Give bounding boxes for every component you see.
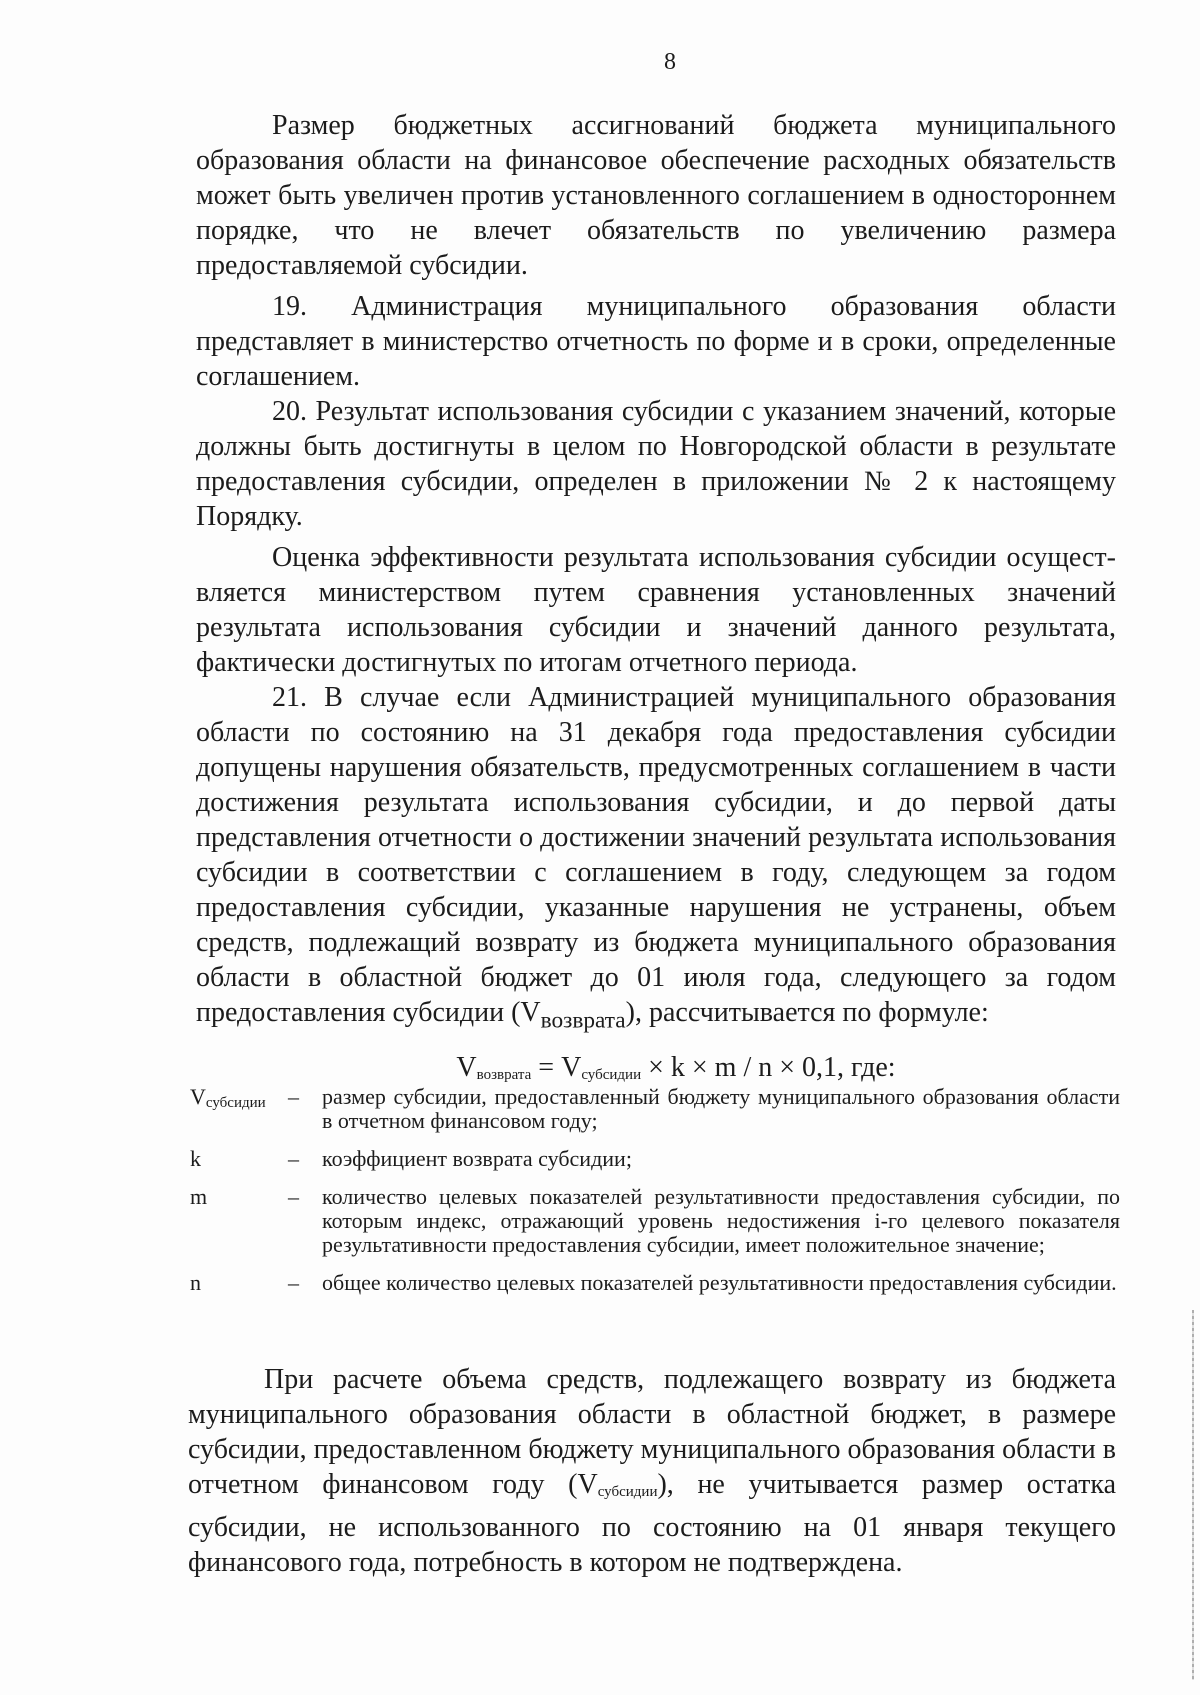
definition-dash: – xyxy=(288,1270,299,1295)
definition-text: размер субсидии, предоставленный бюджету муниципального образования области в отчетном финансовом году; xyxy=(322,1084,1120,1133)
definition-row xyxy=(190,1271,1120,1295)
paragraph-21 xyxy=(196,680,1116,1039)
formula-rhs-subsidy: $V_{субсидии}$ xyxy=(561,1051,642,1083)
definition-symbol: n xyxy=(190,1270,201,1295)
paragraph-20: 20. Результат использования субсидии с указанием значений, которые должны быть достигнуты в целом по Новгородской области в результате предоставления субсидии, определен в приложении № 2 к настоящему Порядку. xyxy=(196,396,1116,532)
formula-equals: = xyxy=(531,1051,562,1083)
scan-edge-artifact xyxy=(1192,1310,1194,1680)
v-subsidy-symbol: $V_{субсидии}$ xyxy=(577,1469,658,1500)
formula-definitions xyxy=(190,1085,1120,1309)
final-text-block xyxy=(188,1362,1116,1580)
paragraph-19: 19. Администрация муниципального образования области представляет в министерство отчетность по форме и в сроки, определенные соглашением. xyxy=(196,291,1116,392)
definition-dash: – xyxy=(288,1184,299,1209)
definition-row xyxy=(190,1085,1120,1133)
definition-symbol: m xyxy=(190,1184,208,1209)
definition-symbol: k xyxy=(190,1146,201,1171)
paragraph-efficiency-evaluation: Оценка эффективности результата использования субсидии осуществляется министерством путем сравнения установленных значений результата использования субсидии и значений данного результата, фактически достигнутых по итогам отчетного периода. xyxy=(196,542,1116,678)
definition-text: количество целевых показателей результативности предоставления субсидии, по которым индекс, отражающий уровень недостижения i-го целевого показателя результативности предоставления субсидии, имеет положительное значение; xyxy=(322,1184,1120,1257)
definition-symbol: $V_{субсидии}$ xyxy=(190,1084,266,1111)
definition-text: коэффициент возврата субсидии; xyxy=(322,1146,632,1171)
v-return-symbol: $V_{возврата}$ xyxy=(520,997,626,1034)
paragraph-remainder-calculation: При расчете объема средств, подлежащего возврату из бюджета муниципального образования области в областной бюджет, в размере субсидии, предоставленном бюджету муниципального образования области в отчетном финансовом году $(V_{субсидии})$, не учитывается размер остатка субсидии, не использованного по состоянию на 01 января текущего финансового года, потребность в котором не подтверждена. xyxy=(188,1364,1117,1578)
formula-rest: × k × m / n × 0,1, где: xyxy=(641,1051,896,1083)
definition-dash: – xyxy=(288,1146,299,1171)
definition-row xyxy=(190,1147,1120,1171)
definition-row xyxy=(190,1185,1120,1257)
paragraph-budget-allocation: Размер бюджетных ассигнований бюджета муниципального образования области на финансовое обеспечение расходных обязательств может быть увеличен против установленного соглашением в одностороннем порядке, что не влечет обязательств по увеличению размера предоставляемой субсидии. xyxy=(196,110,1116,281)
formula-lhs: $V_{возврата}$ xyxy=(456,1051,532,1083)
definition-text: общее количество целевых показателей результативности предоставления субсидии. xyxy=(322,1270,1117,1295)
definition-dash: – xyxy=(288,1084,299,1109)
paragraph-21-text: 21. В случае если Администрацией муниципального образования области по состоянию на 31 декабря года предоставления субсидии допущены нарушения обязательств, предусмотренных соглашением в части достижения результата использования субсидии, и до первой даты представления отчетности о достижении значений результата использования субсидии в соответствии с соглашением в году, следующем за годом предоставления субсидии, указанные нарушения не устранены, объем средств, подлежащий возврату из бюджета муниципального образования области в областной бюджет до 01 июля года, следующего за годом предоставления субсидии ( xyxy=(196,682,1116,1028)
page-number: 8 xyxy=(664,49,676,75)
paragraph-21-tail: ), рассчитывается по формуле: xyxy=(625,997,989,1028)
main-text-block xyxy=(196,108,1116,1109)
